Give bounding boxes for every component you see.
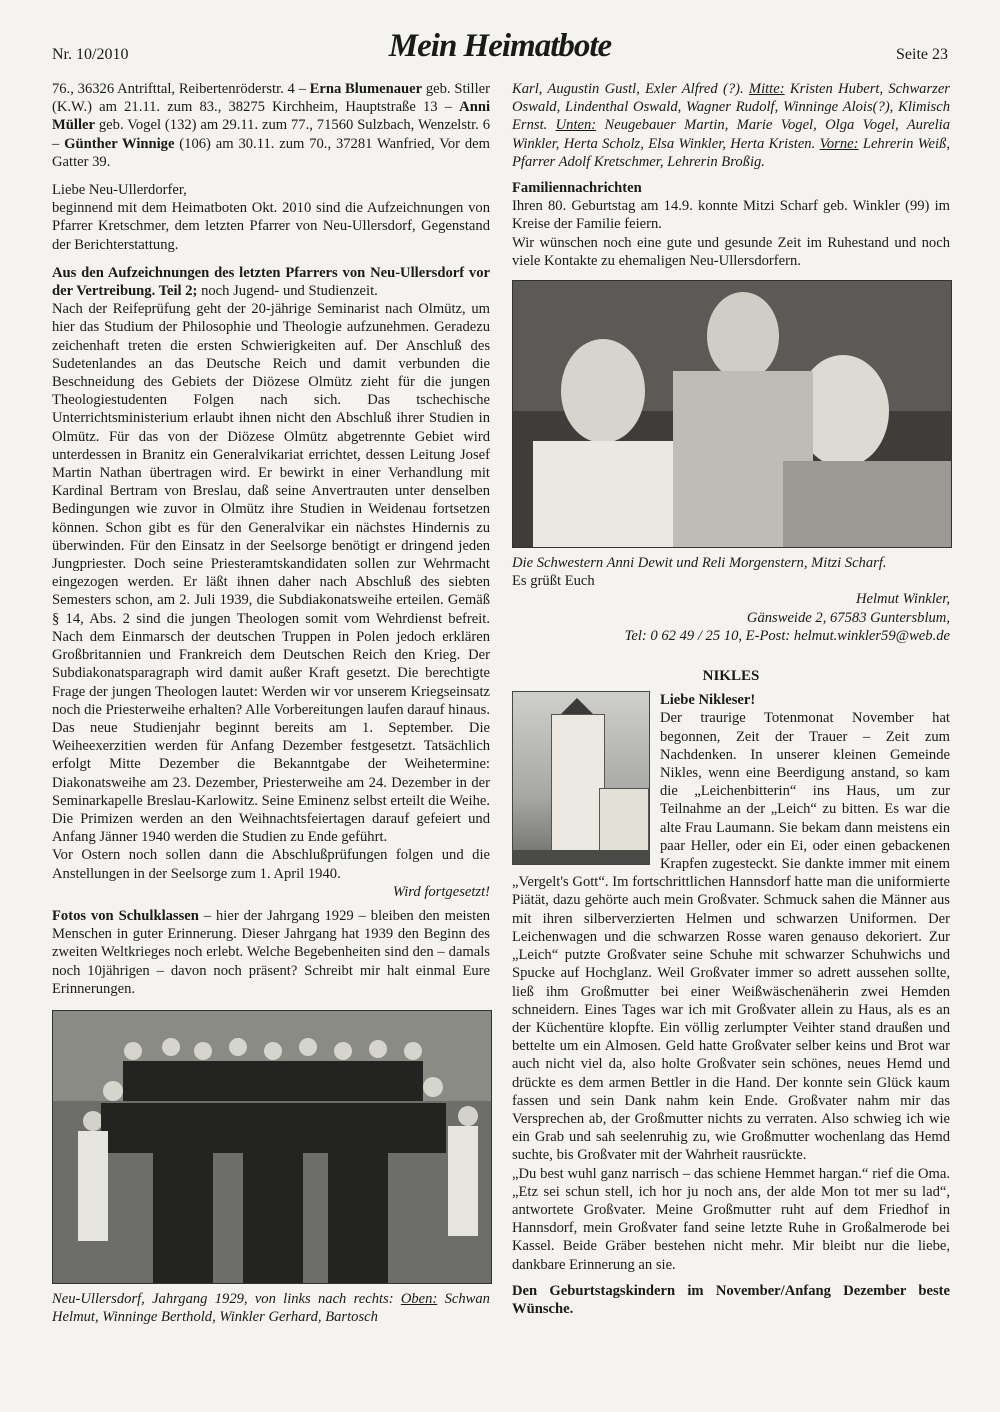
continued-note: Wird fortgesetzt! (392, 883, 490, 900)
sisters-photo-image (513, 281, 951, 547)
issue-number: Nr. 10/2010 (52, 46, 129, 63)
closing-wishes: Den Geburtstagskindern im November/Anfang Dezember beste Wünsche. (512, 1282, 950, 1317)
birthday-text: geb. Vogel (132) am 29.11. zum 77., 71560 Sulzbach, Wenzelstr. 6 – (52, 117, 490, 152)
sisters-photo (512, 280, 952, 548)
caption-label: Unten: (555, 117, 597, 134)
photos-title: Fotos von Schulklassen (52, 907, 199, 924)
family-news-body: Ihren 80. Geburtstag am 14.9. konnte Mitzi Scharf geb. Winkler (99) im Kreise der Familie feiern. (512, 198, 950, 233)
page-number: Seite 23 (896, 46, 948, 63)
nikles-title: NIKLES (702, 668, 760, 685)
class-photo-image (53, 1011, 491, 1283)
nikles-body-2: „Du best wuhl ganz narrisch – das schiene Hemmet hargan.“ rief die Oma. „Etz sei schun stell, ich hor ju noch ans, der alde Mon tot mer su lad“, antwortete Großvater. Meine Großmutter ruht auf dem Friedhof in Hannsdorf, mein Großvater fand seine letzte Ruhe in Großalmerode bei Kassel. Beide Gräber bestehen nicht mehr. Mir bleibt nur die liebe, dankbare Erinnerung an sie. (512, 1165, 950, 1273)
photos-paragraph (52, 907, 490, 998)
greeting: Liebe Neu-Ullerdorfer, (52, 182, 187, 199)
greeting-body: beginnend mit dem Heimatboten Okt. 2010 sind die Aufzeichnungen von Pfarrer Kretschmer, dem letzten Pfarrer von Neu-Ullersdorf, Gegenstand der Berichterstattung. (52, 200, 490, 253)
caption-label: Vorne: (819, 135, 859, 152)
church-photo (512, 691, 650, 865)
masthead-logo: Mein Heimatbote (388, 28, 612, 64)
caption-text: Lehrerin Weiß, Pfarrer Adolf Kretschmer, Lehrerin Broßig. (512, 135, 950, 170)
caption-text: Schwan Helmut, Winninge Berthold, Winkler Gerhard, Bartosch (52, 1290, 490, 1326)
birthday-text: (106) am 30.11. zum 70., 37281 Wanfried, Vor dem Gatter 39. (52, 135, 490, 170)
right-column (512, 80, 950, 1318)
caption-text: Kristen Hubert, Schwarzer Oswald, Lindenthal Oswald, Wagner Rudolf, Winninge Alois(?), Klimisch Ernst. (512, 81, 950, 134)
class-photo-caption (52, 1290, 490, 1326)
caption-label: Oben: (400, 1290, 438, 1307)
family-news-title: Familiennachrichten (512, 180, 642, 197)
caption-text: Karl, Augustin Gustl, Exler Alfred (?). (512, 81, 749, 97)
sisters-photo-caption: Die Schwestern Anni Dewit und Reli Morgenstern, Mitzi Scharf. (512, 555, 887, 572)
birthday-name: Anni Müller (52, 99, 490, 134)
article-title: Aus den Aufzeichnungen des letzten Pfarrers von Neu-Ullersdorf vor der Vertreibung. Teil 2; (52, 264, 490, 300)
family-news-body-2: Wir wünschen noch eine gute und gesunde Zeit im Ruhestand und noch viele Kontakte zu ehemaligen Neu-Ullersdorfern. (512, 234, 950, 269)
class-photo-caption-continued (512, 80, 950, 171)
church-nave (599, 788, 649, 856)
signoff (512, 572, 950, 590)
left-column (52, 80, 490, 1326)
signoff-greeting: Es grüßt Euch (512, 573, 595, 590)
class-photo (52, 1010, 492, 1284)
article-heading (52, 264, 490, 300)
nikles-greeting: Liebe Nikleser! (660, 692, 756, 709)
birthday-text: geb. Stiller (K.W.) am 21.11. zum 83., 38275 Kirchheim, Hauptstraße 13 – (52, 81, 490, 116)
signoff-contact: Tel: 0 62 49 / 25 10, E-Post: helmut.winkler59@web.de (624, 627, 950, 644)
signoff-name: Helmut Winkler, (855, 591, 950, 608)
birthday-name: Günther Winnige (64, 135, 175, 152)
church-tower (551, 714, 605, 856)
church-ground (513, 850, 649, 864)
caption-text: Neu-Ullersdorf, Jahrgang 1929, von links nach rechts: (52, 1290, 401, 1307)
article-body: Nach der Reifeprüfung geht der 20-jährige Seminarist nach Olmütz, um hier das Studium der Philosophie und Theologie aufzunehmen. Geradezu zeichenhaft treten die ersten Schwierigkeiten auf. Der Anschluß des Sudetenlandes an das Deutsche Reich und damit verbunden die Beschneidung des Gebiets der Diözese Olmütz zieht für die jungen Theologiestudenten Folgen nach sich. Das tschechische Unterrichtsministerium erlaubt ihnen nicht den Abschluß ihrer Studien in Olmütz. Für das von der Diözese Olmütz abgetrennte Gebiet wird unterdessen in Branitz ein Generalvikariat errichtet, dessen Leitung Josef Martin Nathan übertragen wird. Er bewirkt in einer Verhandlung mit Kardinal Bertram von Breslau, daß seine Anvertrauten unter denselben Bedingungen wie zuvor in Olmütz ihre Studien in Weidenau fortsetzen können. Schon gibt es für den Generalvikar ein nächstes Hindernis zu überwinden. Für den Einsatz in der Seelsorge benötigt er dringend jeden Jungpriester. Doch seine Priesteramtskandidaten sollen zur Wehrmacht eingezogen werden. Er läßt ihnen daher nach Abschluß des siebten Semesters schon, am 2. Juli 1939, die Subdiakonatsweihe erteilen. Gemäß § 14, Abs. 2 sind die jungen Theologen somit vom Wehrdienst befreit. Nach dem Einmarsch der deutschen Truppen in Polen jedoch erklären Großbritannien und Frankreich dem Deutschen Reich den Krieg. Der Subdiakonatsparagraph wird damit außer Kraft gesetzt. Die berechtigte Frage der jungen Theologen lautet: Werden wir vor unserem Kriegseinsatz noch die Priesterweihe erhalten? Alle Vorbereitungen laufen darauf hinaus. Das neue Studienjahr beginnt bereits am 1. September. Die Weiheexerzitien werden für Anfang Dezember festgesetzt. Tatsächlich erfolgt Mitte Dezember die Bekanntgabe der Weihetermine: Diakonatsweihe am 23. Dezember, Priesterweihe am 24. Dezember in der Seminarkapelle Breslau-Karlowitz. Seine Eminenz selbst erteilt die Weihe. Die Primizen werden an den Weihnachtsfeiertagen darauf gefeiert und Anfang Jänner 1940 werden die Studien zu Ende geführt. (52, 301, 490, 846)
nikles-body: Der traurige Totenmonat November hat begonnen, Zeit der Trauer – Zeit zum Nachdenken. In unserer kleinen Gemeinde Nikles, wenn eine Beerdigung anstand, so kam die „Leichenbitterin“ ins Haus, um zur Teilnahme an der „Leich“ zu bitten. Es war die alte Frau Laumann. Sie bekam dann meistens ein paar Heller, oder ein Ei, oder einen gebackenen Krapfen zugesteckt. Sie dankte immer mit einem „Vergelt's Gott“. Im fortschrittlichen Hannsdorf hatte man die uniformierte Piätät, dazu gehörte auch mein Großvater. Schmuck sahen die Männer aus mit ihren silberverzierten Helmen und schwarzen Uniformen. Der Leichenwagen und die schwarzen Rosse waren genauso dekoriert. Zur „Leich“ putzte Großvater seine Schuhe mit schwarzer Schuhwichs und Spucke auf Hochglanz. Weil Großvater immer so adrett aussehen sollte, ließ ihm Großmutter bei einer Weißwäschenäherin zwei Hemden schneidern. Eines Tages war ich mit Großvater allein zu Haus, als es an der Küchentüre klopfte. Ein völlig zerlumpter Veihter stand draußen und bettelte um ein Almosen. Geld hatte Großvater selber keins und Brot war auch nicht viel da, also holte Großvater sein schönes, neues Hemd und drückte es dem armen Bettler in die Hand. Der konnte sein Glück kaum fassen und sein Dank nahm kein Ende. Großvater nahm mir das Versprechen ab, der Großmutter nichts zu verraten. Also schwieg ich wie ein Grab und sah seelenruhig zu, wie Großmutter wochenlang das Hemd suchte, bis Großvater mit der Wahrheit rausrückte. (512, 710, 950, 1164)
caption-label: Mitte: (748, 81, 785, 97)
caption-text: Neugebauer Martin, Marie Vogel, Olga Vogel, Aurelia Winkler, Herta Scholz, Elsa Winkler, Herta Kristen. (512, 117, 951, 152)
article-subtitle: noch Jugend- und Studienzeit. (197, 283, 378, 300)
birthday-text: 76., 36326 Antrifttal, Reibertenröderstr. 4 – (52, 81, 310, 97)
birthday-name: Erna Blumenauer (309, 81, 423, 97)
article-body-2: Vor Ostern noch sollen dann die Abschlußprüfungen folgen und die Anstellungen in der Seelsorge zum 1. April 1940. (52, 847, 490, 882)
photos-body: – hier der Jahrgang 1929 – bleiben den meisten Menschen in guter Erinnerung. Dieser Jahrgang hat 1939 den Beginn des zweiten Weltkrieges noch erlebt. Welche Begebenheiten sind den – damals noch 10jährigen – davon noch präsent? Schreibt mir halt einmal Eure Erinnerungen. (52, 907, 491, 997)
signoff-address: Gänsweide 2, 67583 Guntersblum, (746, 609, 950, 626)
birthday-list (52, 80, 490, 171)
